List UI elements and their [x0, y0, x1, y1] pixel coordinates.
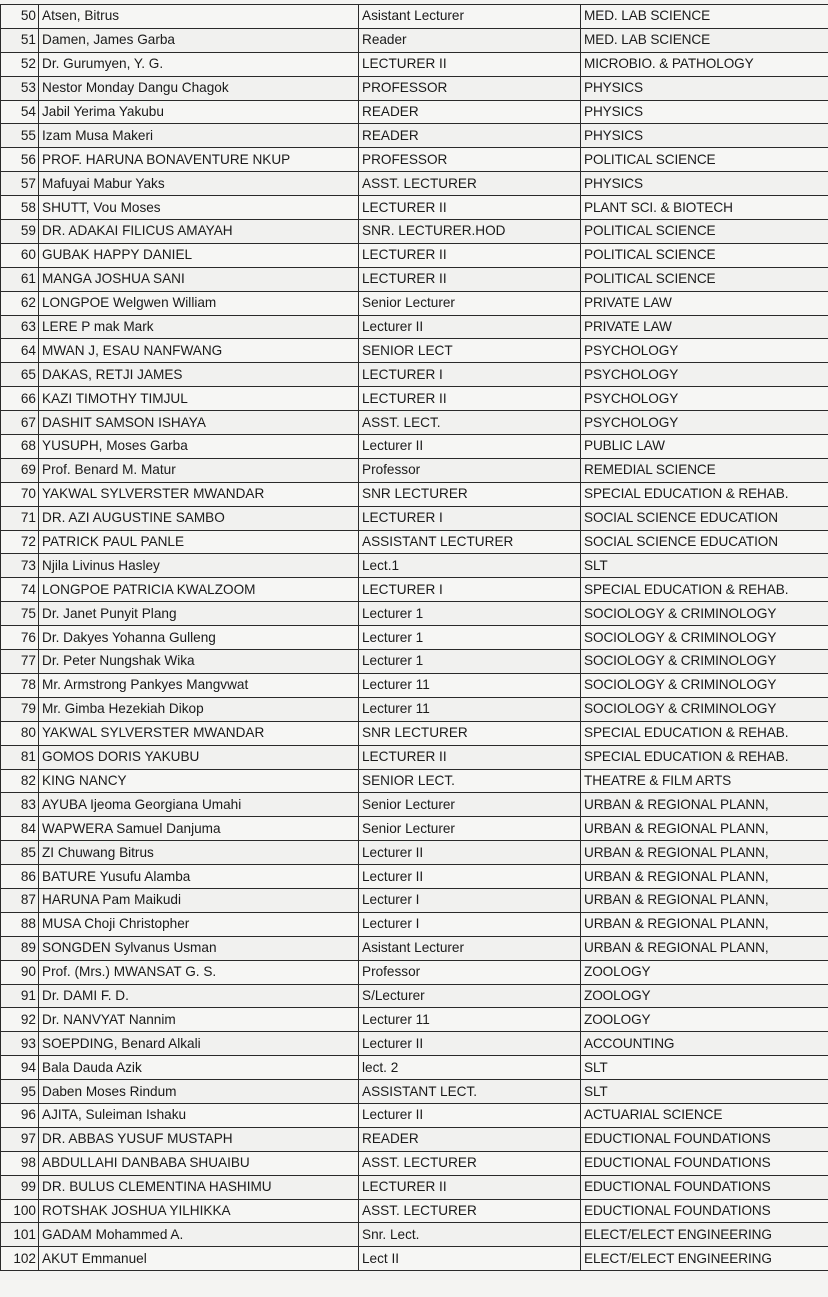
- table-row: [1, 172, 828, 196]
- staff-name: Prof. Benard M. Matur: [39, 458, 359, 482]
- staff-department: PHYSICS: [581, 76, 828, 100]
- staff-name: Dr. DAMI F. D.: [39, 984, 359, 1008]
- row-number: 58: [1, 196, 39, 220]
- staff-rank: LECTURER II: [359, 745, 581, 769]
- staff-rank: Professor: [359, 458, 581, 482]
- table-row: [1, 817, 828, 841]
- staff-rank: S/Lecturer: [359, 984, 581, 1008]
- staff-rank: LECTURER II: [359, 52, 581, 76]
- staff-name: MUSA Choji Christopher: [39, 912, 359, 936]
- staff-department: URBAN & REGIONAL PLANN,: [581, 912, 828, 936]
- staff-department: URBAN & REGIONAL PLANN,: [581, 793, 828, 817]
- staff-rank: Lect II: [359, 1247, 581, 1271]
- staff-department: REMEDIAL SCIENCE: [581, 458, 828, 482]
- staff-rank: LECTURER II: [359, 243, 581, 267]
- staff-rank: SNR LECTURER: [359, 482, 581, 506]
- table-row: [1, 315, 828, 339]
- staff-rank: Lecturer 1: [359, 650, 581, 674]
- staff-name: DASHIT SAMSON ISHAYA: [39, 411, 359, 435]
- row-number: 97: [1, 1127, 39, 1151]
- row-number: 82: [1, 769, 39, 793]
- table-row: [1, 1032, 828, 1056]
- staff-name: HARUNA Pam Maikudi: [39, 888, 359, 912]
- staff-department: URBAN & REGIONAL PLANN,: [581, 936, 828, 960]
- row-number: 86: [1, 865, 39, 889]
- row-number: 91: [1, 984, 39, 1008]
- staff-name: WAPWERA Samuel Danjuma: [39, 817, 359, 841]
- staff-department: PHYSICS: [581, 124, 828, 148]
- staff-name: DR. BULUS CLEMENTINA HASHIMU: [39, 1175, 359, 1199]
- staff-department: THEATRE & FILM ARTS: [581, 769, 828, 793]
- staff-name: YUSUPH, Moses Garba: [39, 435, 359, 459]
- table-row: [1, 387, 828, 411]
- staff-rank: LECTURER II: [359, 387, 581, 411]
- table-row: [1, 626, 828, 650]
- staff-department: PUBLIC LAW: [581, 435, 828, 459]
- table-row: [1, 912, 828, 936]
- table-row: [1, 936, 828, 960]
- table-row: [1, 530, 828, 554]
- table-row: [1, 865, 828, 889]
- staff-rank: Lecturer II: [359, 865, 581, 889]
- staff-department: MED. LAB SCIENCE: [581, 5, 828, 29]
- table-row: [1, 243, 828, 267]
- staff-rank: Senior Lecturer: [359, 291, 581, 315]
- staff-rank: SENIOR LECT: [359, 339, 581, 363]
- row-number: 89: [1, 936, 39, 960]
- staff-name: Dr. Janet Punyit Plang: [39, 602, 359, 626]
- staff-department: EDUCTIONAL FOUNDATIONS: [581, 1199, 828, 1223]
- row-number: 52: [1, 52, 39, 76]
- table-row: [1, 602, 828, 626]
- table-row: [1, 267, 828, 291]
- staff-name: PROF. HARUNA BONAVENTURE NKUP: [39, 148, 359, 172]
- row-number: 50: [1, 5, 39, 29]
- staff-department: SOCIAL SCIENCE EDUCATION: [581, 530, 828, 554]
- staff-department: ACCOUNTING: [581, 1032, 828, 1056]
- row-number: 95: [1, 1080, 39, 1104]
- row-number: 65: [1, 363, 39, 387]
- staff-rank: READER: [359, 100, 581, 124]
- staff-department: EDUCTIONAL FOUNDATIONS: [581, 1175, 828, 1199]
- row-number: 62: [1, 291, 39, 315]
- staff-rank: Lecturer I: [359, 912, 581, 936]
- table-row: [1, 124, 828, 148]
- table-row: [1, 220, 828, 244]
- staff-rank: PROFESSOR: [359, 76, 581, 100]
- staff-rank: Senior Lecturer: [359, 793, 581, 817]
- table-row: [1, 984, 828, 1008]
- staff-name: Dr. Dakyes Yohanna Gulleng: [39, 626, 359, 650]
- staff-name: SOEPDING, Benard Alkali: [39, 1032, 359, 1056]
- staff-name: Dr. Gurumyen, Y. G.: [39, 52, 359, 76]
- staff-table-body: [1, 5, 828, 1271]
- staff-name: Daben Moses Rindum: [39, 1080, 359, 1104]
- staff-name: DR. ABBAS YUSUF MUSTAPH: [39, 1127, 359, 1151]
- staff-department: SLT: [581, 1080, 828, 1104]
- staff-table: [0, 4, 828, 1271]
- staff-name: BATURE Yusufu Alamba: [39, 865, 359, 889]
- staff-rank: LECTURER I: [359, 506, 581, 530]
- staff-name: Bala Dauda Azik: [39, 1056, 359, 1080]
- staff-name: GOMOS DORIS YAKUBU: [39, 745, 359, 769]
- staff-rank: SNR. LECTURER.HOD: [359, 220, 581, 244]
- staff-name: Njila Livinus Hasley: [39, 554, 359, 578]
- staff-department: SPECIAL EDUCATION & REHAB.: [581, 578, 828, 602]
- staff-name: Mr. Gimba Hezekiah Dikop: [39, 697, 359, 721]
- table-row: [1, 888, 828, 912]
- staff-rank: ASSISTANT LECT.: [359, 1080, 581, 1104]
- row-number: 75: [1, 602, 39, 626]
- staff-name: YAKWAL SYLVERSTER MWANDAR: [39, 721, 359, 745]
- staff-department: PSYCHOLOGY: [581, 387, 828, 411]
- staff-department: MICROBIO. & PATHOLOGY: [581, 52, 828, 76]
- staff-name: SONGDEN Sylvanus Usman: [39, 936, 359, 960]
- staff-name: Izam Musa Makeri: [39, 124, 359, 148]
- table-row: [1, 506, 828, 530]
- table-row: [1, 363, 828, 387]
- staff-rank: Lecturer 1: [359, 626, 581, 650]
- row-number: 102: [1, 1247, 39, 1271]
- staff-rank: Lecturer 11: [359, 673, 581, 697]
- staff-name: GADAM Mohammed A.: [39, 1223, 359, 1247]
- table-row: [1, 148, 828, 172]
- row-number: 92: [1, 1008, 39, 1032]
- table-row: [1, 960, 828, 984]
- staff-name: Mr. Armstrong Pankyes Mangvwat: [39, 673, 359, 697]
- staff-name: ZI Chuwang Bitrus: [39, 841, 359, 865]
- row-number: 60: [1, 243, 39, 267]
- table-row: [1, 554, 828, 578]
- table-row: [1, 769, 828, 793]
- staff-rank: Professor: [359, 960, 581, 984]
- table-row: [1, 1247, 828, 1271]
- table-row: [1, 1103, 828, 1127]
- staff-department: PRIVATE LAW: [581, 315, 828, 339]
- staff-rank: ASSISTANT LECTURER: [359, 530, 581, 554]
- staff-rank: Reader: [359, 28, 581, 52]
- staff-name: PATRICK PAUL PANLE: [39, 530, 359, 554]
- row-number: 70: [1, 482, 39, 506]
- row-number: 55: [1, 124, 39, 148]
- staff-name: AKUT Emmanuel: [39, 1247, 359, 1271]
- staff-rank: Asistant Lecturer: [359, 5, 581, 29]
- staff-department: URBAN & REGIONAL PLANN,: [581, 841, 828, 865]
- row-number: 90: [1, 960, 39, 984]
- row-number: 93: [1, 1032, 39, 1056]
- table-row: [1, 52, 828, 76]
- row-number: 80: [1, 721, 39, 745]
- row-number: 94: [1, 1056, 39, 1080]
- staff-list-page: [0, 4, 828, 1294]
- table-row: [1, 1151, 828, 1175]
- table-row: [1, 1199, 828, 1223]
- table-row: [1, 697, 828, 721]
- staff-department: PSYCHOLOGY: [581, 339, 828, 363]
- staff-department: PSYCHOLOGY: [581, 411, 828, 435]
- table-row: [1, 458, 828, 482]
- staff-department: PSYCHOLOGY: [581, 363, 828, 387]
- staff-rank: Lecturer 11: [359, 697, 581, 721]
- staff-department: EDUCTIONAL FOUNDATIONS: [581, 1127, 828, 1151]
- staff-rank: Asistant Lecturer: [359, 936, 581, 960]
- table-row: [1, 1008, 828, 1032]
- staff-name: DR. AZI AUGUSTINE SAMBO: [39, 506, 359, 530]
- staff-name: AJITA, Suleiman Ishaku: [39, 1103, 359, 1127]
- staff-department: ZOOLOGY: [581, 984, 828, 1008]
- table-row: [1, 1175, 828, 1199]
- staff-department: SOCIOLOGY & CRIMINOLOGY: [581, 626, 828, 650]
- staff-name: Nestor Monday Dangu Chagok: [39, 76, 359, 100]
- staff-department: PRIVATE LAW: [581, 291, 828, 315]
- row-number: 73: [1, 554, 39, 578]
- staff-department: URBAN & REGIONAL PLANN,: [581, 817, 828, 841]
- staff-name: LONGPOE PATRICIA KWALZOOM: [39, 578, 359, 602]
- staff-rank: SENIOR LECT.: [359, 769, 581, 793]
- row-number: 79: [1, 697, 39, 721]
- staff-name: Dr. NANVYAT Nannim: [39, 1008, 359, 1032]
- staff-department: SPECIAL EDUCATION & REHAB.: [581, 745, 828, 769]
- row-number: 67: [1, 411, 39, 435]
- staff-rank: Lecturer II: [359, 315, 581, 339]
- staff-name: Jabil Yerima Yakubu: [39, 100, 359, 124]
- staff-name: ROTSHAK JOSHUA YILHIKKA: [39, 1199, 359, 1223]
- staff-department: SPECIAL EDUCATION & REHAB.: [581, 721, 828, 745]
- staff-department: SLT: [581, 1056, 828, 1080]
- row-number: 101: [1, 1223, 39, 1247]
- row-number: 71: [1, 506, 39, 530]
- row-number: 96: [1, 1103, 39, 1127]
- staff-department: ELECT/ELECT ENGINEERING: [581, 1223, 828, 1247]
- staff-name: LERE P mak Mark: [39, 315, 359, 339]
- row-number: 59: [1, 220, 39, 244]
- staff-department: ACTUARIAL SCIENCE: [581, 1103, 828, 1127]
- staff-rank: LECTURER II: [359, 196, 581, 220]
- table-row: [1, 76, 828, 100]
- row-number: 76: [1, 626, 39, 650]
- staff-rank: READER: [359, 1127, 581, 1151]
- table-row: [1, 745, 828, 769]
- table-row: [1, 482, 828, 506]
- table-row: [1, 578, 828, 602]
- row-number: 64: [1, 339, 39, 363]
- staff-department: SOCIOLOGY & CRIMINOLOGY: [581, 697, 828, 721]
- staff-name: LONGPOE Welgwen William: [39, 291, 359, 315]
- staff-department: PLANT SCI. & BIOTECH: [581, 196, 828, 220]
- staff-department: SLT: [581, 554, 828, 578]
- staff-name: YAKWAL SYLVERSTER MWANDAR: [39, 482, 359, 506]
- table-row: [1, 721, 828, 745]
- staff-department: URBAN & REGIONAL PLANN,: [581, 888, 828, 912]
- staff-department: PHYSICS: [581, 172, 828, 196]
- staff-rank: READER: [359, 124, 581, 148]
- row-number: 84: [1, 817, 39, 841]
- staff-name: MWAN J, ESAU NANFWANG: [39, 339, 359, 363]
- table-row: [1, 196, 828, 220]
- staff-rank: Lecturer II: [359, 435, 581, 459]
- row-number: 85: [1, 841, 39, 865]
- staff-department: EDUCTIONAL FOUNDATIONS: [581, 1151, 828, 1175]
- staff-rank: Senior Lecturer: [359, 817, 581, 841]
- staff-name: MANGA JOSHUA SANI: [39, 267, 359, 291]
- staff-name: KING NANCY: [39, 769, 359, 793]
- table-row: [1, 5, 828, 29]
- row-number: 54: [1, 100, 39, 124]
- staff-department: SOCIAL SCIENCE EDUCATION: [581, 506, 828, 530]
- row-number: 99: [1, 1175, 39, 1199]
- staff-rank: LECTURER I: [359, 578, 581, 602]
- row-number: 69: [1, 458, 39, 482]
- row-number: 68: [1, 435, 39, 459]
- staff-department: MED. LAB SCIENCE: [581, 28, 828, 52]
- staff-rank: Lecturer 1: [359, 602, 581, 626]
- staff-name: AYUBA Ijeoma Georgiana Umahi: [39, 793, 359, 817]
- staff-department: SOCIOLOGY & CRIMINOLOGY: [581, 602, 828, 626]
- row-number: 74: [1, 578, 39, 602]
- staff-rank: ASST. LECTURER: [359, 1151, 581, 1175]
- staff-rank: ASST. LECTURER: [359, 1199, 581, 1223]
- staff-name: ABDULLAHI DANBABA SHUAIBU: [39, 1151, 359, 1175]
- staff-department: SOCIOLOGY & CRIMINOLOGY: [581, 650, 828, 674]
- row-number: 87: [1, 888, 39, 912]
- staff-rank: LECTURER II: [359, 267, 581, 291]
- table-row: [1, 411, 828, 435]
- staff-department: SOCIOLOGY & CRIMINOLOGY: [581, 673, 828, 697]
- table-row: [1, 339, 828, 363]
- staff-rank: ASST. LECTURER: [359, 172, 581, 196]
- staff-name: Mafuyai Mabur Yaks: [39, 172, 359, 196]
- row-number: 61: [1, 267, 39, 291]
- staff-department: ZOOLOGY: [581, 960, 828, 984]
- row-number: 81: [1, 745, 39, 769]
- row-number: 56: [1, 148, 39, 172]
- staff-name: KAZI TIMOTHY TIMJUL: [39, 387, 359, 411]
- staff-department: URBAN & REGIONAL PLANN,: [581, 865, 828, 889]
- row-number: 72: [1, 530, 39, 554]
- table-row: [1, 28, 828, 52]
- staff-rank: PROFESSOR: [359, 148, 581, 172]
- staff-rank: LECTURER I: [359, 363, 581, 387]
- row-number: 83: [1, 793, 39, 817]
- staff-department: POLITICAL SCIENCE: [581, 220, 828, 244]
- table-row: [1, 1223, 828, 1247]
- staff-name: Prof. (Mrs.) MWANSAT G. S.: [39, 960, 359, 984]
- table-row: [1, 1056, 828, 1080]
- staff-rank: Lecturer II: [359, 1103, 581, 1127]
- staff-rank: Lecturer II: [359, 1032, 581, 1056]
- row-number: 78: [1, 673, 39, 697]
- row-number: 100: [1, 1199, 39, 1223]
- table-row: [1, 435, 828, 459]
- staff-department: PHYSICS: [581, 100, 828, 124]
- staff-department: POLITICAL SCIENCE: [581, 148, 828, 172]
- staff-rank: Lecturer I: [359, 888, 581, 912]
- staff-rank: Lecturer 11: [359, 1008, 581, 1032]
- staff-rank: Lecturer II: [359, 841, 581, 865]
- staff-department: ELECT/ELECT ENGINEERING: [581, 1247, 828, 1271]
- staff-rank: Snr. Lect.: [359, 1223, 581, 1247]
- row-number: 51: [1, 28, 39, 52]
- staff-name: Atsen, Bitrus: [39, 5, 359, 29]
- row-number: 66: [1, 387, 39, 411]
- staff-rank: SNR LECTURER: [359, 721, 581, 745]
- row-number: 53: [1, 76, 39, 100]
- staff-name: SHUTT, Vou Moses: [39, 196, 359, 220]
- row-number: 98: [1, 1151, 39, 1175]
- table-row: [1, 291, 828, 315]
- row-number: 77: [1, 650, 39, 674]
- staff-department: POLITICAL SCIENCE: [581, 267, 828, 291]
- staff-name: GUBAK HAPPY DANIEL: [39, 243, 359, 267]
- row-number: 88: [1, 912, 39, 936]
- table-row: [1, 1080, 828, 1104]
- staff-rank: LECTURER II: [359, 1175, 581, 1199]
- table-row: [1, 1127, 828, 1151]
- table-row: [1, 100, 828, 124]
- staff-name: DAKAS, RETJI JAMES: [39, 363, 359, 387]
- staff-name: Dr. Peter Nungshak Wika: [39, 650, 359, 674]
- table-row: [1, 650, 828, 674]
- staff-rank: lect. 2: [359, 1056, 581, 1080]
- staff-department: SPECIAL EDUCATION & REHAB.: [581, 482, 828, 506]
- table-row: [1, 793, 828, 817]
- row-number: 63: [1, 315, 39, 339]
- table-row: [1, 673, 828, 697]
- table-row: [1, 841, 828, 865]
- staff-department: ZOOLOGY: [581, 1008, 828, 1032]
- staff-rank: ASST. LECT.: [359, 411, 581, 435]
- row-number: 57: [1, 172, 39, 196]
- staff-name: Damen, James Garba: [39, 28, 359, 52]
- staff-rank: Lect.1: [359, 554, 581, 578]
- staff-department: POLITICAL SCIENCE: [581, 243, 828, 267]
- staff-name: DR. ADAKAI FILICUS AMAYAH: [39, 220, 359, 244]
